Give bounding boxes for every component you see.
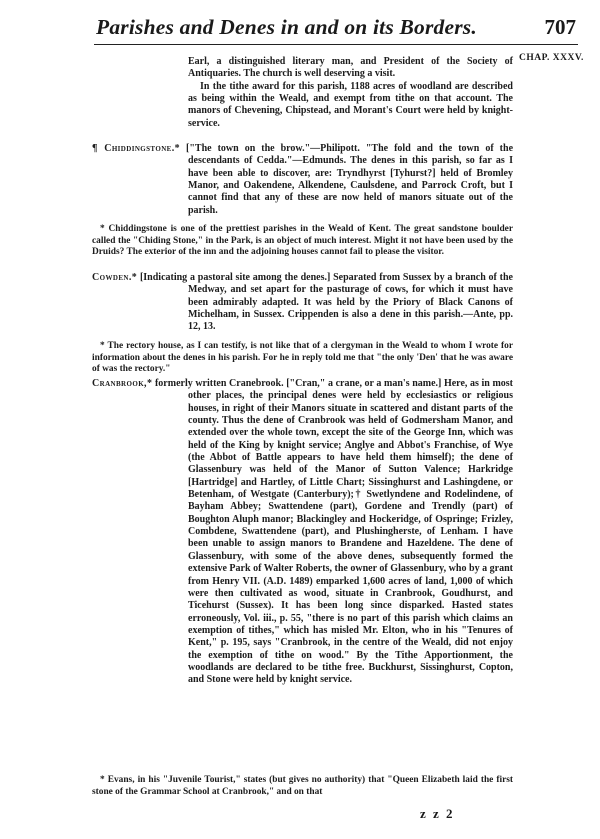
- footnote-cowden: * The rectory house, as I can testify, is not like that of a clergyman in the Weald to whom I wrote for information about the denes in his parish. For he in reply told me that "the only 'Den' that he was aware of was the rectory.": [92, 341, 513, 375]
- continuation-paragraph-1: Earl, a distinguished literary man, and President of the Society of Antiquaries. The church is well deserving a visit.: [188, 56, 513, 80]
- entry-cranbrook: [92, 378, 513, 687]
- continuation-block: [188, 56, 513, 130]
- page-header: [94, 12, 578, 45]
- chapter-marginal-note: CHAP. XXXV.: [519, 53, 584, 63]
- entry-body-cranbrook: formerly written Cranebrook. ["Cran," a crane, or a man's name.] Here, as in most other places, the principal denes were held by ecclesiastics or religious houses, in right of their Manors situate in scattered and distant parts of the county. Thus the dene of Cranbrook was held of Godmersham Manor, and extended over the whole town, except the site of the George Inn, which was held of the King by knight service; Anglye and Abbot's Franchise, of Wye (the Abbot of Battle appears to have held them himself); the dene of Glassenbury was held of the Manor of Sutton Valence; Harkridge [Hartridge] and Hartley, of Little Chart; Sissinghurst and Lashingdene, or Betenham, of Westgate (Canterbury);† Swetlyndene and Rodelindene, of Bayham Abbey; Swattendene (part), Gordene and Trendly (part) of Boughton Aluph manor; Blackingley and Hockeridge, of Ospringe; Frizley, Combdene, Swattendene (part), and Plushingherste, of Lenham. I have been unable to assign manors to Brandene and Hazeldene. The dene of Glassenbury, with some of the above denes, subsequently formed the extensive Park of Walter Roberts, the owner of Glassenbury, who by a grant from Henry VII. (A.D. 1489) emparked 1,600 acres of land, 1,000 of which were then cultivated as wood, situate in Cranbrook, Goudhurst, and Ticehurst (Sussex). It has been long since disparked. Hasted states erroneously, Vol. iii., p. 55, "there is no part of this parish which claims an exemption of tithes," which has misled Mr. Elton, who in his "Tenures of Kent," p. 195, says "Cranbrook, in the centre of the Weald, did not enjoy the exemption of tithe on wood." By the Tithe Apportionment, the woodlands are declared to be tithe free. Buckhurst, Sissinghurst, Copton, and Stone were held by knight service.: [154, 378, 513, 686]
- entry-body-chiddingstone: ["The town on the brow."—Philipott. "The fold and the town of the descendants of Cedda."—Edmunds. The denes in this parish, so far as I have been able to discover, are: Tryndhyrst [Tyhurst?] held of Bromley Manor, and Oakendene, Alkendene, Caulsdene, and Parrock Croft, but I cannot find that any of these are now held of manors situate out of the parish.: [186, 143, 514, 216]
- running-head: Parishes and Denes in and on its Borders.: [96, 15, 477, 39]
- entry-chiddingstone: [92, 143, 514, 217]
- entry-head-chiddingstone: ¶ Chiddingstone.*: [92, 143, 181, 154]
- footnote-chiddingstone: * Chiddingstone is one of the prettiest parishes in the Weald of Kent. The great sandstone boulder called the "Chiding Stone," in the Park, is an object of much interest. Might it not have been used by the Druids? The exterior of the inn and the adjoining houses cannot fail to please the visitor.: [92, 224, 513, 258]
- page-number: 707: [544, 15, 576, 39]
- entry-head-cranbrook: Cranbrook,*: [92, 378, 153, 389]
- footnote-cranbrook: * Evans, in his "Juvenile Tourist," states (but gives no authority) that "Queen Elizabeth laid the first stone of the Grammar School at Cranbrook," and on that: [92, 775, 513, 797]
- continuation-paragraph-2: In the tithe award for this parish, 1188 acres of woodland are described as being within the Weald, and exempt from tithe on that account. The manors of Chevening, Chipstead, and Morant's Court were held by knight-service.: [188, 80, 513, 129]
- signature-mark: z z 2: [420, 806, 455, 821]
- entry-body-cowden: [Indicating a pastoral site among the denes.] Separated from Sussex by a branch of the Medway, and set apart for the pasturage of cows, for which it must have been admirably adapted. It was held by the Priory of Black Canons of Michelham, in Sussex. Crippenden is also a dene in this parish.—Ante, pp. 12, 13.: [139, 272, 513, 333]
- entry-cowden: [92, 272, 513, 334]
- entry-head-cowden: Cowden.*: [92, 272, 138, 283]
